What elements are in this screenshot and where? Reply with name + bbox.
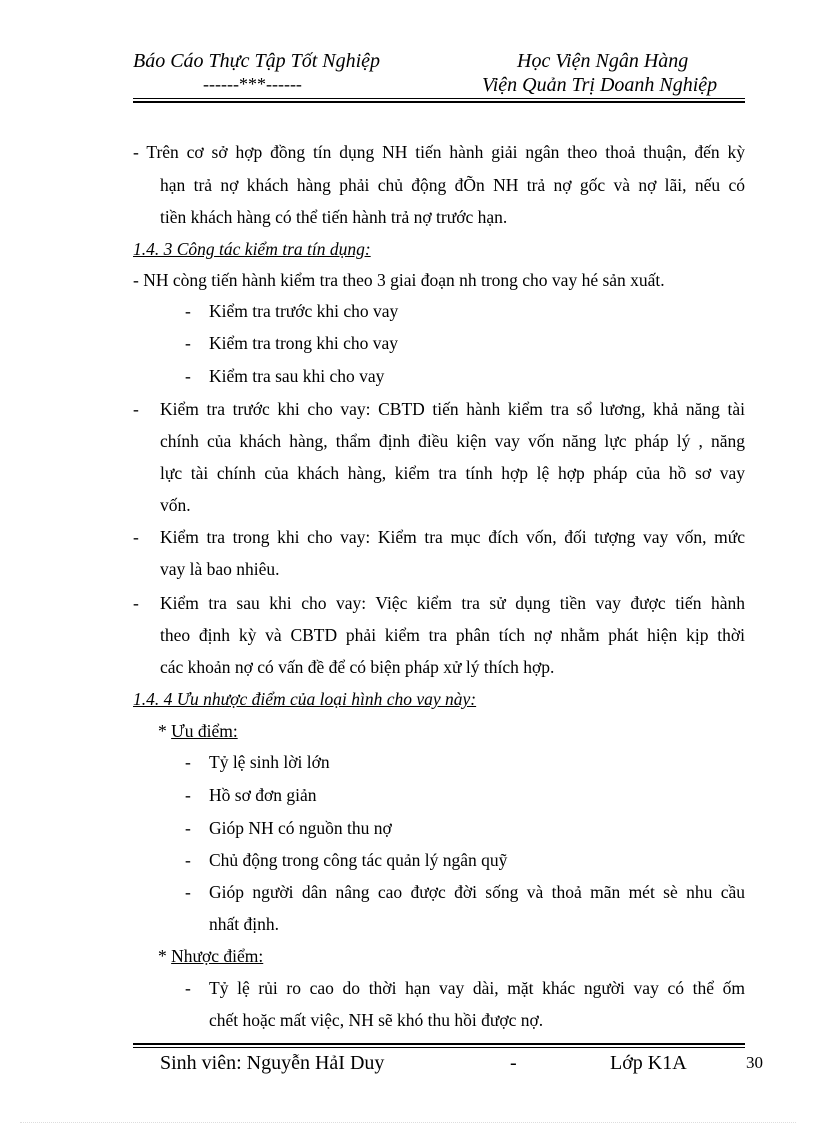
adv-item-2: Hồ sơ đơn giản bbox=[209, 785, 317, 805]
header-left-title: Báo Cáo Thực Tập Tốt Nghiệp bbox=[133, 50, 381, 72]
dis-dash-1: - bbox=[185, 978, 191, 998]
advantages-heading bbox=[158, 720, 238, 742]
footer-student: Sinh viên: Nguyễn HảI Duy bbox=[160, 1052, 385, 1074]
b1-line-1: Kiểm tra trước khi cho vay: CBTD tiến hành kiểm tra sổ lương, khả năng tài bbox=[160, 399, 745, 419]
adv-dash-4: - bbox=[185, 850, 191, 870]
stage-dash-2: - bbox=[185, 333, 191, 353]
stage-dash-1: - bbox=[185, 301, 191, 321]
b3-line-1: Kiểm tra sau khi cho vay: Việc kiểm tra sử dụng tiền vay được tiến hành bbox=[160, 593, 745, 613]
b2-line-1: Kiểm tra trong khi cho vay: Kiểm tra mục đích vốn, đối tượng vay vốn, mức bbox=[160, 527, 745, 547]
footer-rule-bottom bbox=[133, 1047, 745, 1048]
bullet-dash-3: - bbox=[133, 593, 139, 613]
disadvantages-heading bbox=[158, 945, 263, 967]
footer-page-number: 30 bbox=[746, 1053, 763, 1072]
header-rule-bottom bbox=[133, 101, 745, 103]
footer-separator: - bbox=[510, 1052, 517, 1074]
b1-line-4: vốn. bbox=[160, 495, 191, 515]
advantages-star: * bbox=[158, 721, 172, 741]
disadvantages-star: * bbox=[158, 946, 172, 966]
dis-item-1-line-1: Tỷ lệ rủi ro cao do thời hạn vay dài, mặt khác người vay có thể ốm bbox=[209, 978, 745, 998]
adv-item-4: Chủ động trong công tác quản lý ngân quỹ bbox=[209, 850, 508, 870]
stage-item-2: Kiểm tra trong khi cho vay bbox=[209, 333, 399, 353]
header-rule-top bbox=[133, 98, 745, 99]
header-right-sub: Viện Quản Trị Doanh Nghiệp bbox=[482, 74, 718, 96]
header-left-sub: ------***------ bbox=[203, 74, 302, 94]
disadvantages-label: Nhược điểm: bbox=[171, 946, 264, 966]
adv-dash-5: - bbox=[185, 882, 191, 902]
adv-dash-1: - bbox=[185, 752, 191, 772]
b2-line-2: vay là bao nhiêu. bbox=[160, 559, 280, 579]
section-heading-1-4-4: 1.4. 4 Ưu nhược điểm của loại hình cho vay này: bbox=[133, 689, 477, 709]
b3-line-3: các khoản nợ có vấn đề để có biện pháp xử lý thích hợp. bbox=[160, 657, 555, 677]
footer-rule-top bbox=[133, 1043, 745, 1045]
adv-item-1: Tỷ lệ sinh lời lớn bbox=[209, 752, 330, 772]
stage-dash-3: - bbox=[185, 366, 191, 386]
p1-line-3: tiền khách hàng có thể tiến hành trả nợ trước hạn. bbox=[160, 207, 508, 227]
footer-class: Lớp K1A bbox=[610, 1052, 687, 1074]
p1-line-1: - Trên cơ sở hợp đồng tín dụng NH tiến hành giải ngân theo thoả thuận, đến kỳ bbox=[133, 142, 745, 162]
b1-line-3: lực tài chính của khách hàng, kiểm tra tính hợp lệ hợp pháp của hồ sơ vay bbox=[160, 463, 745, 483]
adv-dash-3: - bbox=[185, 818, 191, 838]
adv-item-3: Gióp NH có nguồn thu nợ bbox=[209, 818, 392, 838]
adv-dash-2: - bbox=[185, 785, 191, 805]
b3-line-2: theo định kỳ và CBTD phải kiểm tra phân tích nợ nhằm phát hiện kịp thời bbox=[160, 625, 745, 645]
b1-line-2: chính của khách hàng, thẩm định điều kiện vay vốn năng lực pháp lý , năng bbox=[160, 431, 745, 451]
p1-line-2: hạn trả nợ khách hàng phải chủ động đÕn NH trả nợ gốc và nợ lãi, nếu có bbox=[160, 175, 745, 195]
adv-item-5-line-1: Gióp người dân nâng cao được đời sống và thoả mãn mét sè nhu cầu bbox=[209, 882, 745, 902]
dis-item-1-line-2: chết hoặc mất việc, NH sẽ khó thu hồi được nợ. bbox=[209, 1010, 544, 1030]
bullet-dash-2: - bbox=[133, 527, 139, 547]
header-right-title: Học Viện Ngân Hàng bbox=[517, 50, 689, 72]
adv-item-5-line-2: nhất định. bbox=[209, 914, 279, 934]
advantages-label: Ưu điểm: bbox=[171, 721, 238, 741]
stage-item-1: Kiểm tra trước khi cho vay bbox=[209, 301, 399, 321]
section-heading-1-4-3: 1.4. 3 Công tác kiểm tra tín dụng: bbox=[133, 239, 371, 259]
bullet-dash-1: - bbox=[133, 399, 139, 419]
p2-line: - NH còng tiến hành kiểm tra theo 3 giai đoạn nh trong cho vay hé sản xuất. bbox=[133, 270, 665, 290]
stage-item-3: Kiểm tra sau khi cho vay bbox=[209, 366, 385, 386]
